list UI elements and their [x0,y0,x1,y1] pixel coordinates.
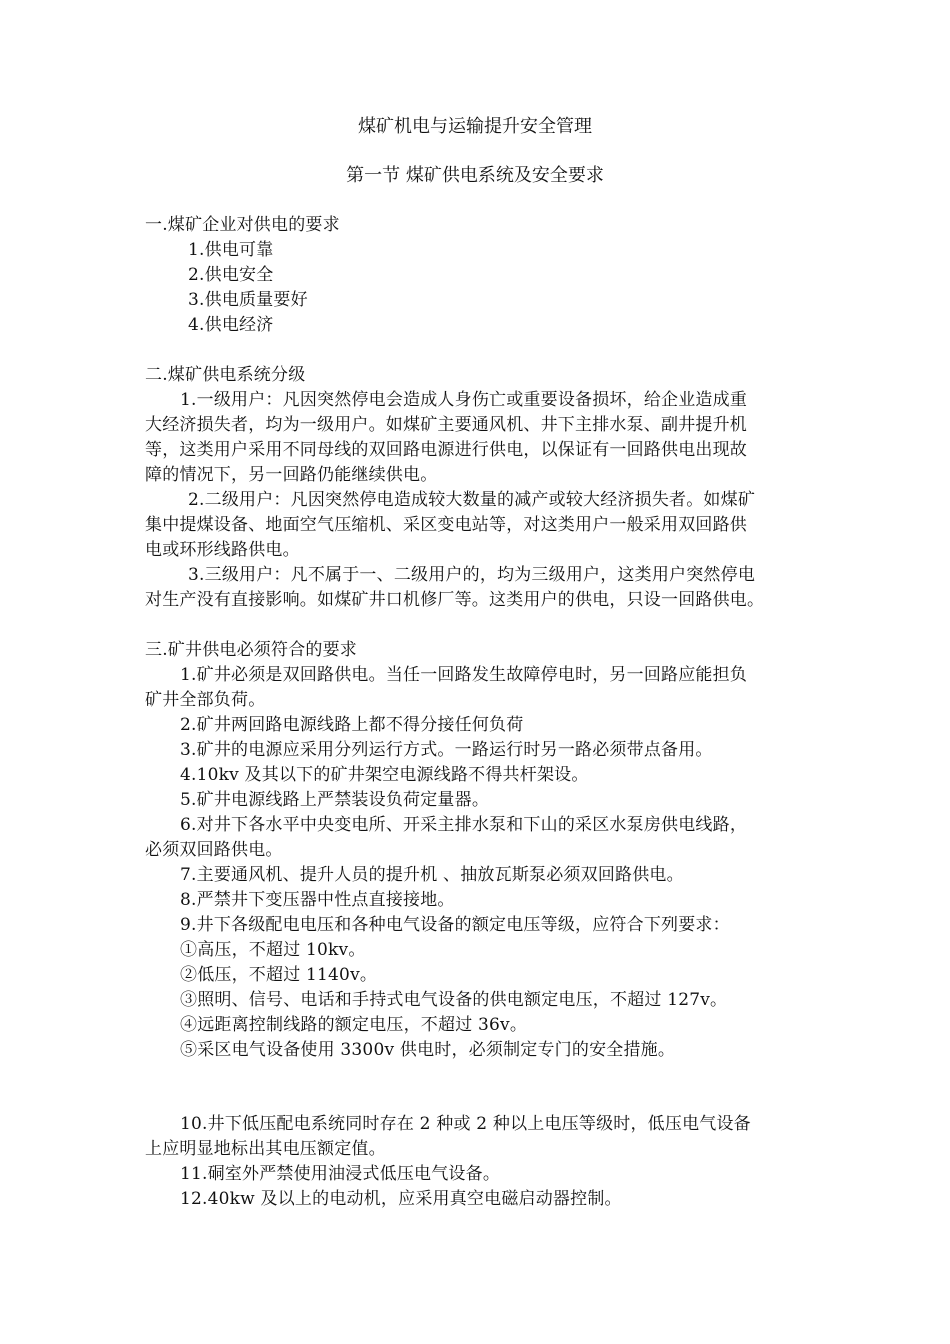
section-3-heading: 三.矿井供电必须符合的要求 [145,640,358,660]
requirement-line: 1.矿井必须是双回路供电。当任一回路发生故障停电时，另一回路应能担负 [180,665,748,685]
section-title: 第一节 煤矿供电系统及安全要求 [346,165,604,186]
requirement-line: 必须双回路供电。 [145,840,283,860]
sub-requirement: ②低压，不超过 1140v。 [180,965,378,985]
sub-requirement: ⑤采区电气设备使用 3300v 供电时，必须制定专门的安全措施。 [180,1040,676,1060]
requirement-line: 3.矿井的电源应采用分列运行方式。一路运行时另一路必须带点备用。 [180,740,713,760]
requirement-line: 9.井下各级配电电压和各种电气设备的额定电压等级，应符合下列要求： [180,915,730,935]
requirement-line: 2.矿井两回路电源线路上都不得分接任何负荷 [180,715,524,735]
list-item: 4.供电经济 [188,315,274,335]
paragraph-line: 2.二级用户：凡因突然停电造成较大数量的减产或较大经济损失者。如煤矿 [188,490,756,510]
requirement-line: 6.对井下各水平中央变电所、开采主排水泵和下山的采区水泵房供电线路， [180,815,748,835]
paragraph-line: 1.一级用户：凡因突然停电会造成人身伤亡或重要设备损坏，给企业造成重 [180,390,748,410]
requirement-line: 7.主要通风机、提升人员的提升机 、抽放瓦斯泵必须双回路供电。 [180,865,684,885]
requirement-line: 11.硐室外严禁使用油浸式低压电气设备。 [180,1164,501,1184]
sub-requirement: ③照明、信号、电话和手持式电气设备的供电额定电压，不超过 127v。 [180,990,728,1010]
sub-requirement: ④远距离控制线路的额定电压，不超过 36v。 [180,1015,528,1035]
sub-requirement: ①高压，不超过 10kv。 [180,940,366,960]
paragraph-line: 3.三级用户：凡不属于一、二级用户的，均为三级用户，这类用户突然停电 [188,565,756,585]
paragraph-line: 对生产没有直接影响。如煤矿井口机修厂等。这类用户的供电，只设一回路供电。 [145,590,765,610]
list-item: 2.供电安全 [188,265,274,285]
requirement-line: 4.10kv 及其以下的矿井架空电源线路不得共杆架设。 [180,765,589,785]
requirement-line: 12.40kw 及以上的电动机，应采用真空电磁启动器控制。 [180,1189,622,1209]
paragraph-line: 大经济损失者，均为一级用户。如煤矿主要通风机、井下主排水泵、副井提升机 [145,415,747,435]
requirement-line: 上应明显地标出其电压额定值。 [145,1139,386,1159]
section-1-heading: 一.煤矿企业对供电的要求 [145,215,340,235]
section-2-heading: 二.煤矿供电系统分级 [145,365,306,385]
requirement-line: 10.井下低压配电系统同时存在 2 种或 2 种以上电压等级时，低压电气设备 [180,1114,751,1134]
requirement-line: 矿井全部负荷。 [145,690,266,710]
requirement-line: 8.严禁井下变压器中性点直接接地。 [180,890,455,910]
paragraph-line: 集中提煤设备、地面空气压缩机、采区变电站等，对这类用户一般采用双回路供 [145,515,747,535]
document-title: 煤矿机电与运输提升安全管理 [358,116,592,137]
paragraph-line: 等，这类用户采用不同母线的双回路电源进行供电，以保证有一回路供电出现故 [145,440,747,460]
paragraph-line: 电或环形线路供电。 [145,540,300,560]
list-item: 1.供电可靠 [188,240,274,260]
paragraph-line: 障的情况下，另一回路仍能继续供电。 [145,465,438,485]
requirement-line: 5.矿井电源线路上严禁装设负荷定量器。 [180,790,490,810]
list-item: 3.供电质量要好 [188,290,308,310]
